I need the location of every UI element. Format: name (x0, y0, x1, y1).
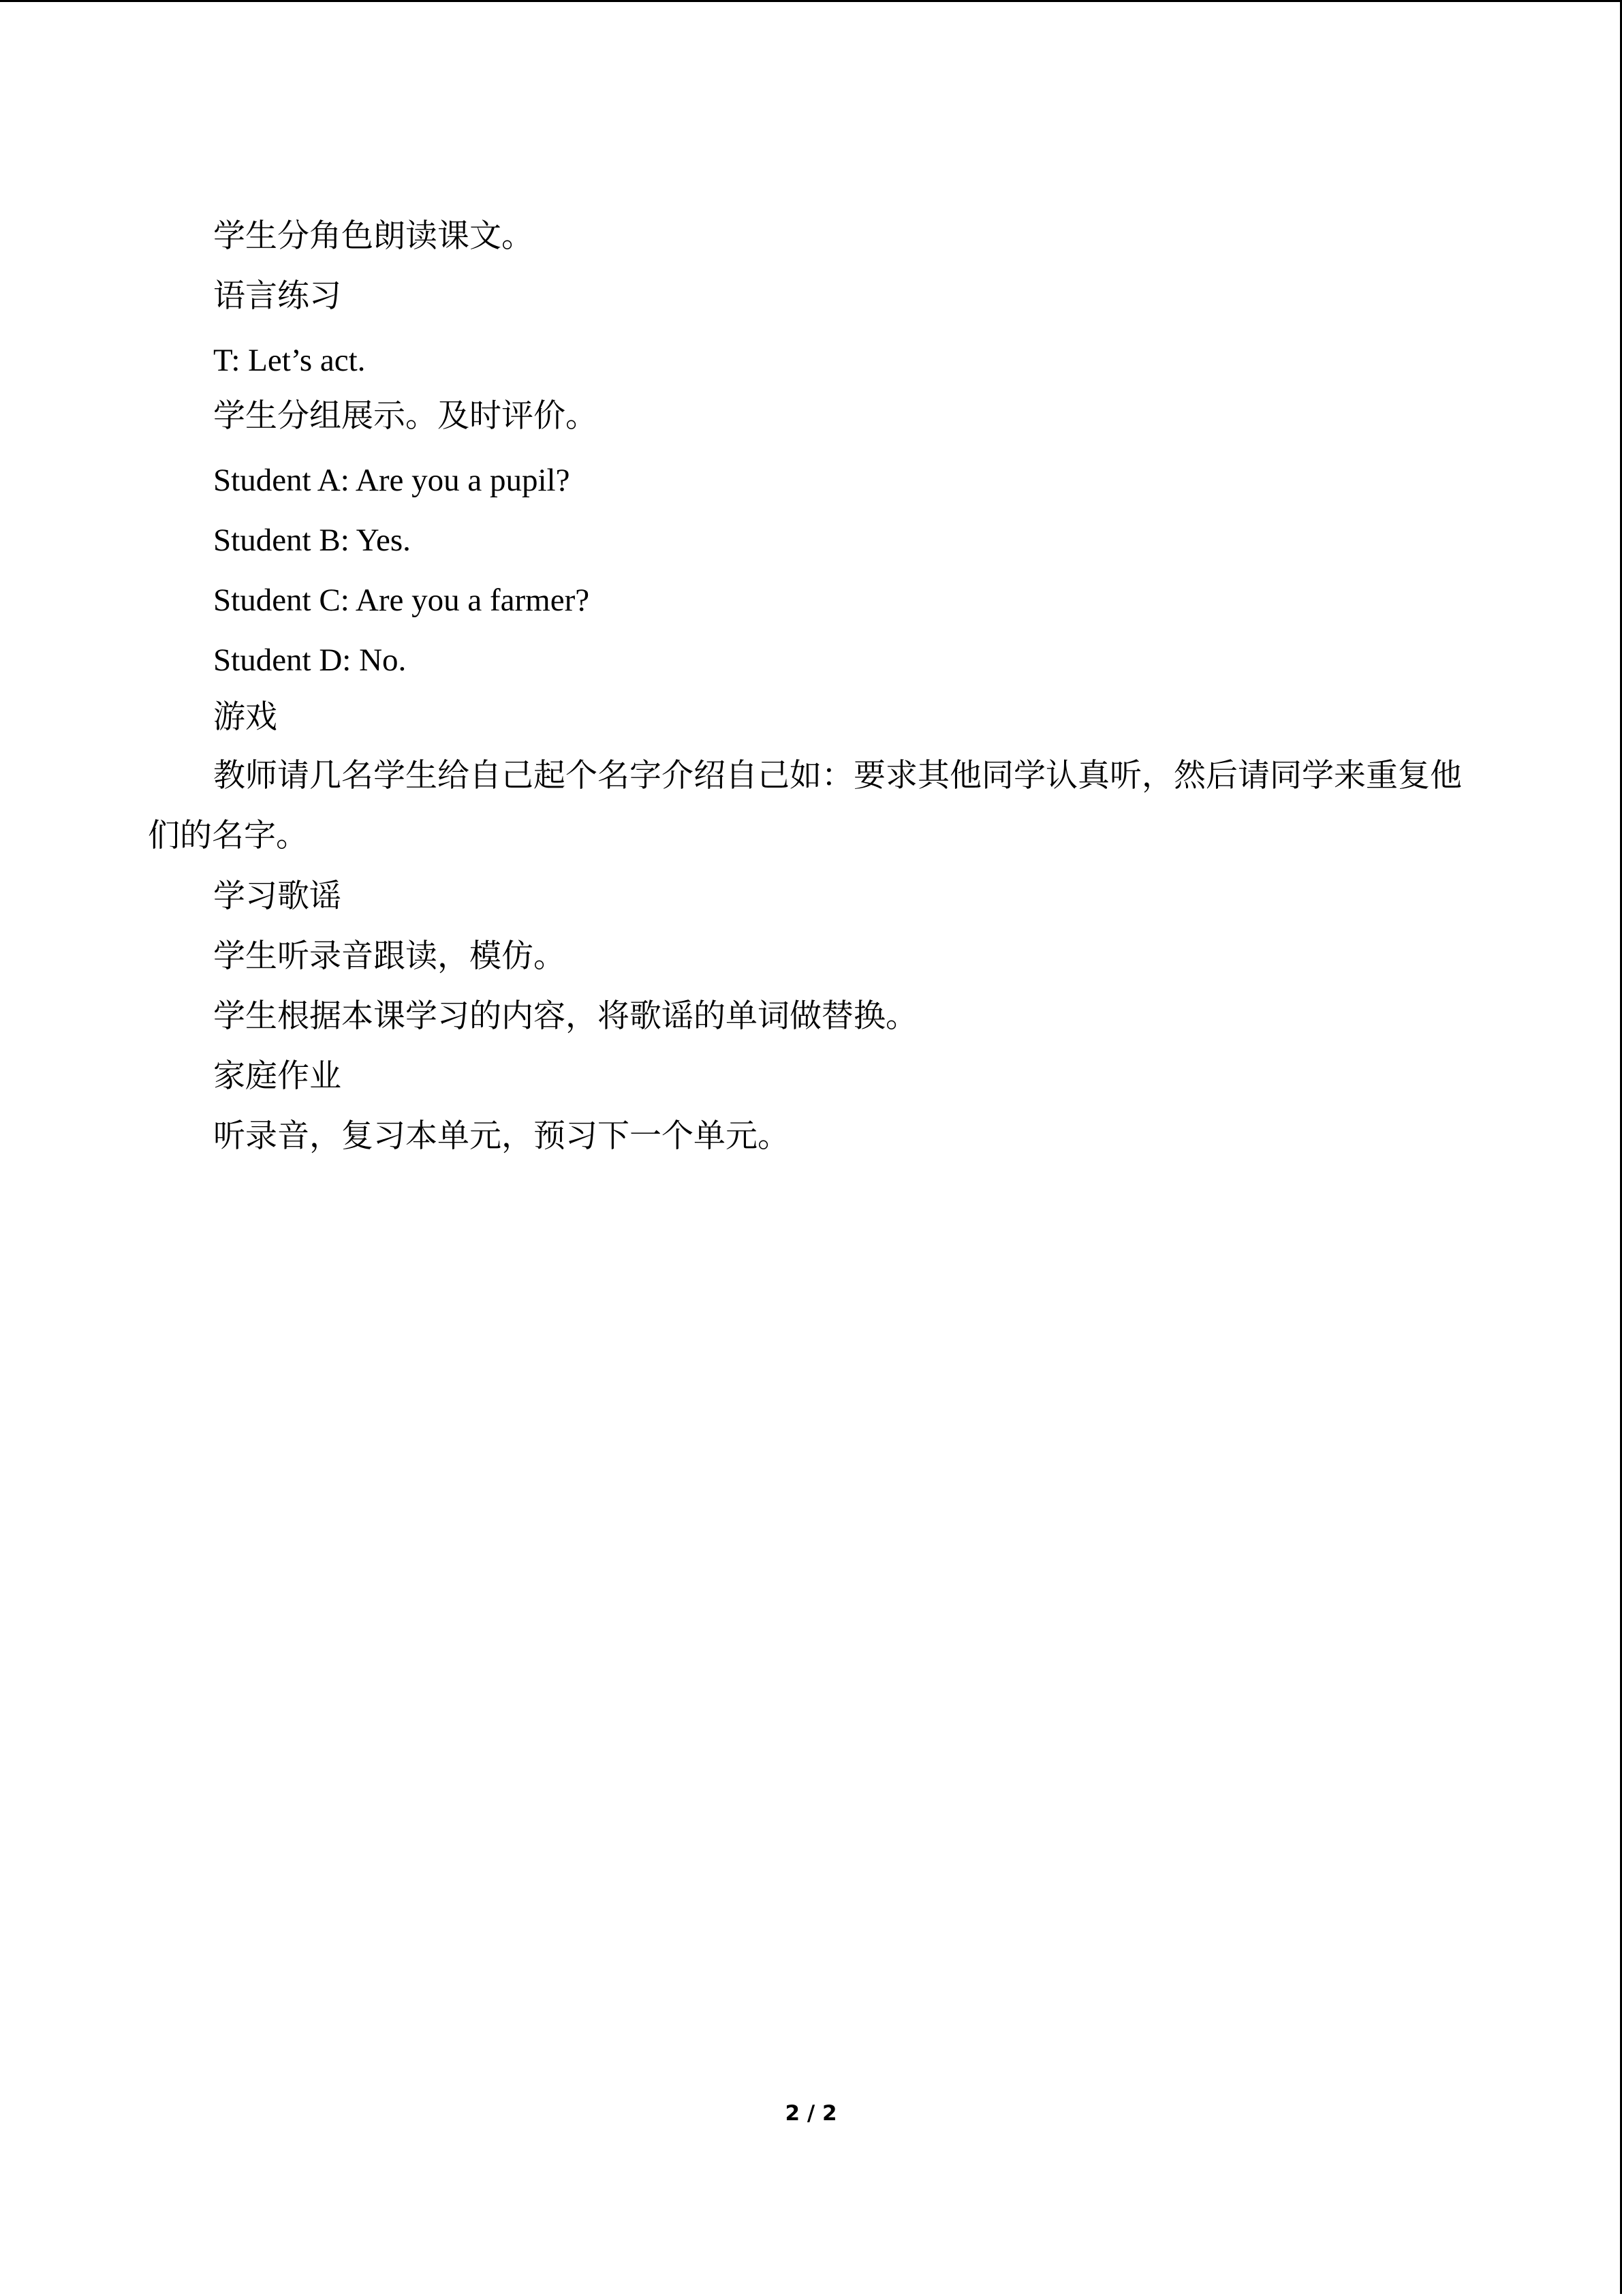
text-line-listen-repeat: 学生听录音跟读，模仿。 (213, 939, 565, 974)
text-line-group-show: 学生分组展示。及时评价。 (213, 399, 597, 434)
dialogue-line-student-b: Student B: Yes. (213, 523, 411, 558)
paragraph-game-instructions: 教师请几名学生给自己起个名字介绍自己如：要求其他同学认真听，然后请同学来重复他们的名字。 (148, 758, 1462, 854)
text-line-homework-task: 听录音，复习本单元，预习下一个单元。 (213, 1119, 790, 1154)
text-line-lets-act: T: Let’s act. (213, 343, 366, 378)
dialogue-line-student-c: Student C: Are you a farmer? (213, 583, 590, 618)
text-line-role-reading: 学生分角色朗读课文。 (213, 219, 533, 254)
dialogue-line-student-d: Student D: No. (213, 642, 407, 678)
page-number: 2 / 2 (785, 2101, 837, 2126)
heading-language-practice: 语言练习 (213, 279, 341, 314)
heading-homework: 家庭作业 (213, 1059, 341, 1094)
document-page (0, 2, 1622, 2296)
heading-game: 游戏 (213, 700, 277, 735)
dialogue-line-student-a: Student A: Are you a pupil? (213, 463, 570, 498)
text-line-replace-words: 学生根据本课学习的内容，将歌谣的单词做替换。 (213, 999, 918, 1034)
heading-learn-chant: 学习歌谣 (213, 879, 341, 914)
